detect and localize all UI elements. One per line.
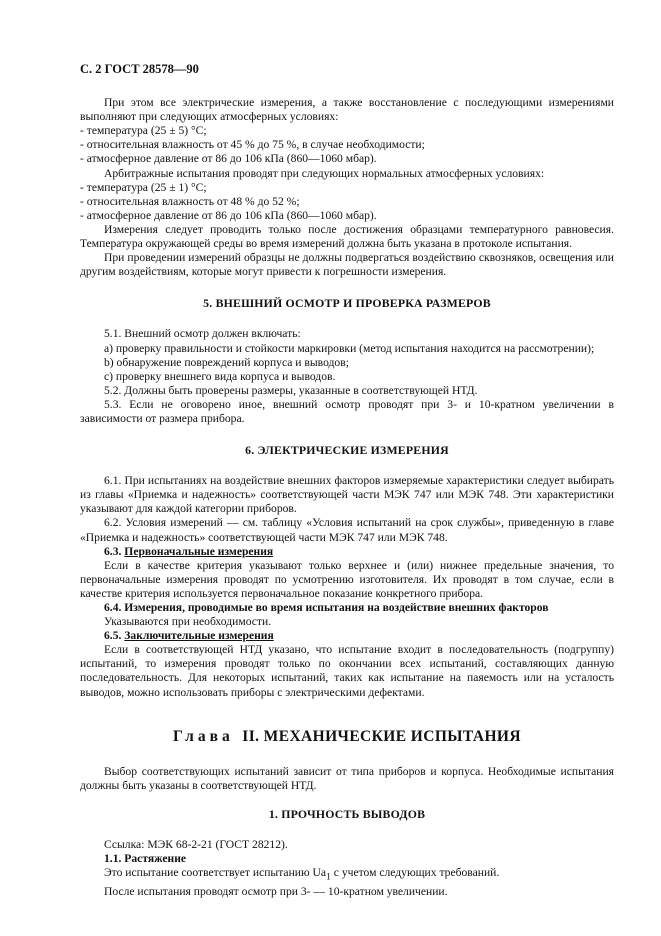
section-1-heading: 1. ПРОЧНОСТЬ ВЫВОДОВ — [268, 806, 426, 821]
section-1-1-text-a: Это испытание соответствует испытанию Ua — [104, 866, 327, 880]
chapter-2-intro: Выбор соответствующих испытаний зависит от типа приборов и корпуса. Необходимые испытания должны быть указаны в соответствующей НТД. — [80, 764, 614, 792]
chapter-title: II. МЕХАНИЧЕСКИЕ ИСПЫТАНИЯ — [242, 727, 521, 745]
intro-list-item: - температура (25 ± 5) °С; — [80, 124, 207, 138]
section-1-reference: Ссылка: МЭК 68-2-21 (ГОСТ 28212). — [104, 838, 288, 852]
subheading-6-5-number: 6.5. — [104, 629, 122, 643]
section-6-1: 6.1. При испытаниях на воздействие внешних факторов измеряемые характеристики следует выбирать из главы «Приемка и надежность» соответствующей части МЭК 747 или МЭК 748. Эти характеристики указывают для каждой категории приборов. — [80, 474, 614, 516]
section-5-paragraph: c) проверку внешнего вида корпуса и выводов. — [104, 369, 336, 383]
intro-list-item: - атмосферное давление от 86 до 106 кПа (860—1060 мбар). — [80, 152, 377, 166]
document-page — [80, 62, 614, 899]
intro-paragraph: Арбитражные испытания проводят при следующих нормальных атмосферных условиях: — [104, 166, 545, 180]
intro-paragraph: Измерения следует проводить только после достижения образцами температурного равновесия. Температура окружающей среды во время измерений должна быть указана в протоколе испытания. — [80, 222, 614, 251]
section-6-3-text: Если в качестве критерия указывают только верхнее и (или) нижнее предельные значения, то первоначальные измерения проводят по усмотрению изготовителя. Их проводят в том случае, если в качестве критерия используется первоначальное показание конкретного прибора. — [80, 558, 614, 600]
intro-block — [80, 96, 614, 279]
intro-list-item: - атмосферное давление от 86 до 106 кПа (860—1060 мбар). — [80, 208, 377, 222]
section-5-paragraph: b) обнаружение повреждений корпуса и выводов; — [104, 355, 349, 369]
subheading-6-4: 6.4. Измерения, проводимые во время испытания на воздействие внешних факторов — [104, 601, 549, 614]
section-6-2: 6.2. Условия измерений — см. таблицу «Условия испытаний на срок службы», приведенную в главе «Приемка и надежность» соответствующей части МЭК 747 или МЭК 748. — [80, 516, 614, 544]
chapter-2-heading — [80, 727, 614, 745]
subheading-6-3 — [80, 545, 614, 559]
section-5-paragraph: 5.2. Должны быть проверены размеры, указанные в соответствующей НТД. — [104, 383, 478, 397]
subheading-6-5 — [80, 629, 614, 643]
section-5-body — [80, 327, 614, 426]
section-5-heading: 5. ВНЕШНИЙ ОСМОТР И ПРОВЕРКА РАЗМЕРОВ — [203, 296, 491, 311]
section-6-heading: 6. ЭЛЕКТРИЧЕСКИЕ ИЗМЕРЕНИЯ — [245, 443, 449, 458]
intro-list-item: - температура (25 ± 1) °С; — [80, 180, 207, 194]
chapter-word: Глава — [173, 727, 234, 745]
subheading-6-5-title: Заключительные измерения — [124, 629, 274, 643]
section-6-5-text: Если в соответствующей НТД указано, что испытание входит в последовательность (подгруппу) испытаний, то измерения проводят только по окончании всех испытаний, составляющих данную последовательность. Для некоторых испытаний, таких как испытание на паяемость или на усталость выводов, можно использовать приборы с электрическими дефектами. — [80, 643, 614, 699]
section-1-1-text-b: с учетом следующих требований. — [330, 866, 500, 880]
section-5-paragraph: a) проверку правильности и стойкости маркировки (метод испытания находится на рассмотрении); — [104, 341, 595, 355]
subheading-6-3-title: Первоначальные измерения — [124, 544, 274, 558]
section-6-body — [80, 474, 614, 700]
section-5-paragraph: 5.1. Внешний осмотр должен включать: — [104, 327, 301, 341]
intro-paragraph: При проведении измерений образцы не должны подвергаться воздействию сквозняков, освещения или другим воздействиям, которые могут привести к погрешности измерения. — [80, 251, 614, 279]
section-1-1-inspection: После испытания проводят осмотр при 3- — 10-кратном увеличении. — [104, 884, 448, 898]
section-1-1-subscript: 1 — [326, 871, 331, 883]
subheading-6-3-number: 6.3. — [104, 544, 122, 558]
section-1-1-text — [80, 866, 614, 884]
page-header: С. 2 ГОСТ 28578—90 — [80, 62, 199, 76]
intro-paragraph: При этом все электрические измерения, а также восстановление с последующими измерениями выполняют при следующих атмосферных условиях: — [80, 96, 614, 124]
intro-list-item: - относительная влажность от 45 % до 75 %, в случае необходимости; — [80, 138, 425, 152]
section-6-4-text: Указываются при необходимости. — [104, 615, 272, 629]
intro-list-item: - относительная влажность от 48 % до 52 %; — [80, 194, 300, 208]
subheading-1-1: 1.1. Растяжение — [104, 852, 187, 866]
section-5-paragraph: 5.3. Если не оговорено иное, внешний осмотр проводят при 3- и 10-кратном увеличении в зависимости от размера прибора. — [80, 397, 614, 425]
